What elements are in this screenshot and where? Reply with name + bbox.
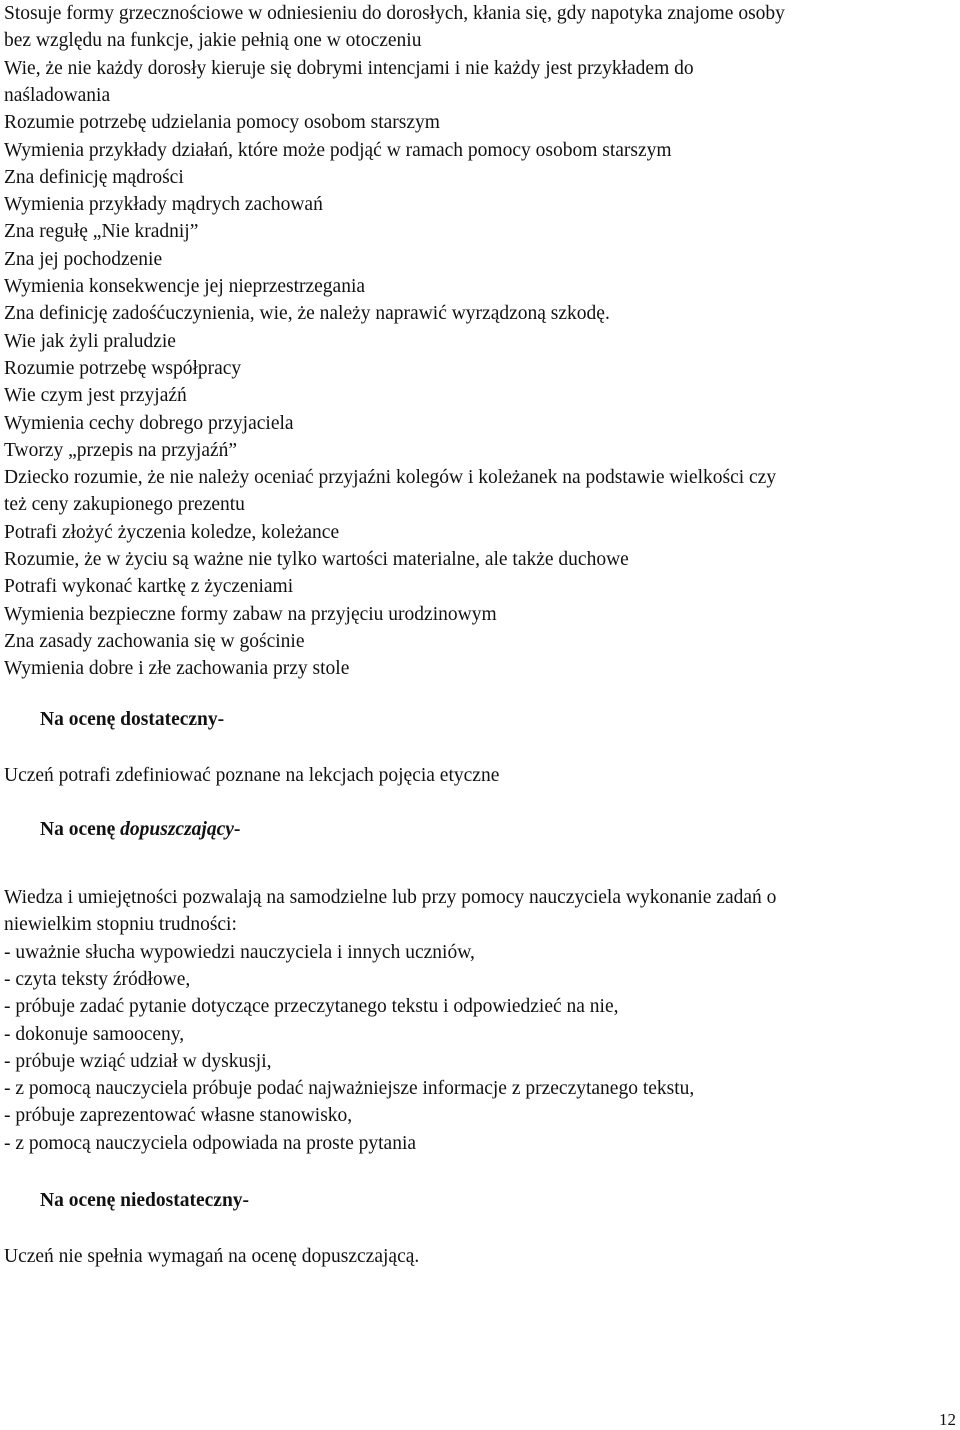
list-item: - z pomocą nauczyciela odpowiada na proste pytania <box>4 1132 417 1154</box>
list-item: Wymienia przykłady mądrych zachowań <box>4 194 323 216</box>
list-item: bez względu na funkcje, jakie pełnią one w otoczeniu <box>4 30 422 52</box>
list-item: - próbuje wziąć udział w dyskusji, <box>4 1050 272 1072</box>
list-item: Wymienia bezpieczne formy zabaw na przyjęciu urodzinowym <box>4 603 497 625</box>
list-item: Tworzy „przepis na przyjaźń” <box>4 439 238 461</box>
list-item: Stosuje formy grzecznościowe w odniesieniu do dorosłych, kłania się, gdy napotyka znajome osoby <box>4 3 785 24</box>
list-item: Zna regułę „Nie kradnij” <box>4 221 199 243</box>
list-item: Dziecko rozumie, że nie należy oceniać przyjaźni kolegów i koleżanek na podstawie wielkości czy <box>4 467 777 489</box>
list-item: Wymienia przykłady działań, które może podjąć w ramach pomocy osobom starszym <box>4 139 672 161</box>
text-dostateczny: Uczeń potrafi zdefiniować poznane na lekcjach pojęcia etyczne <box>4 765 500 786</box>
list-item: Wymienia dobre i złe zachowania przy stole <box>4 658 350 680</box>
list-item: - czyta teksty źródłowe, <box>4 968 191 990</box>
text-niedostateczny: Uczeń nie spełnia wymagań na ocenę dopuszczającą. <box>4 1246 420 1267</box>
heading-dopuszczajacy-italic: dopuszczający <box>120 819 234 840</box>
list-item: Rozumie potrzebę udzielania pomocy osobom starszym <box>4 112 440 134</box>
list-item: Rozumie, że w życiu są ważne nie tylko wartości materialne, ale także duchowe <box>4 549 629 570</box>
list-item: Wie czym jest przyjaźń <box>4 385 187 407</box>
list-item: Potrafi złożyć życzenia koledze, koleżance <box>4 521 340 543</box>
heading-dopuszczajacy-suffix: - <box>233 819 241 840</box>
list-item: - z pomocą nauczyciela próbuje podać najważniejsze informacje z przeczytanego tekstu, <box>4 1078 695 1100</box>
list-item: - uważnie słucha wypowiedzi nauczyciela i innych uczniów, <box>4 941 475 963</box>
list-item: Zna jej pochodzenie <box>4 248 163 270</box>
list-item: - próbuje zaprezentować własne stanowisko, <box>4 1105 353 1127</box>
heading-dostateczny: Na ocenę dostateczny- <box>40 709 225 730</box>
list-item: - próbuje zadać pytanie dotyczące przeczytanego tekstu i odpowiedzieć na nie, <box>4 996 619 1018</box>
list-item: Wiedza i umiejętności pozwalają na samodzielne lub przy pomocy nauczyciela wykonanie zadań o <box>4 887 777 908</box>
list-item: Zna zasady zachowania się w gościnie <box>4 630 305 652</box>
list-item: Rozumie potrzebę współpracy <box>4 357 242 379</box>
heading-niedostateczny: Na ocenę niedostateczny- <box>40 1190 250 1211</box>
list-item: naśladowania <box>4 84 111 106</box>
list-item: Wymienia konsekwencje jej nieprzestrzegania <box>4 276 366 297</box>
list-item: Potrafi wykonać kartkę z życzeniami <box>4 576 294 598</box>
heading-dopuszczajacy <box>40 818 240 842</box>
page-number: 12 <box>939 1410 956 1429</box>
heading-dopuszczajacy-prefix: Na ocenę <box>40 819 121 840</box>
list-item: Wie jak żyli praludzie <box>4 330 176 352</box>
list-item: - dokonuje samooceny, <box>4 1023 185 1045</box>
list-item: Zna definicję mądrości <box>4 166 184 188</box>
list-item: niewielkim stopniu trudności: <box>4 914 237 936</box>
list-item: Wymienia cechy dobrego przyjaciela <box>4 412 294 434</box>
list-item: Wie, że nie każdy dorosły kieruje się dobrymi intencjami i nie każdy jest przykładem do <box>4 57 694 79</box>
list-item: Zna definicję zadośćuczynienia, wie, że należy naprawić wyrządzoną szkodę. <box>4 303 610 325</box>
list-item: też ceny zakupionego prezentu <box>4 494 245 516</box>
